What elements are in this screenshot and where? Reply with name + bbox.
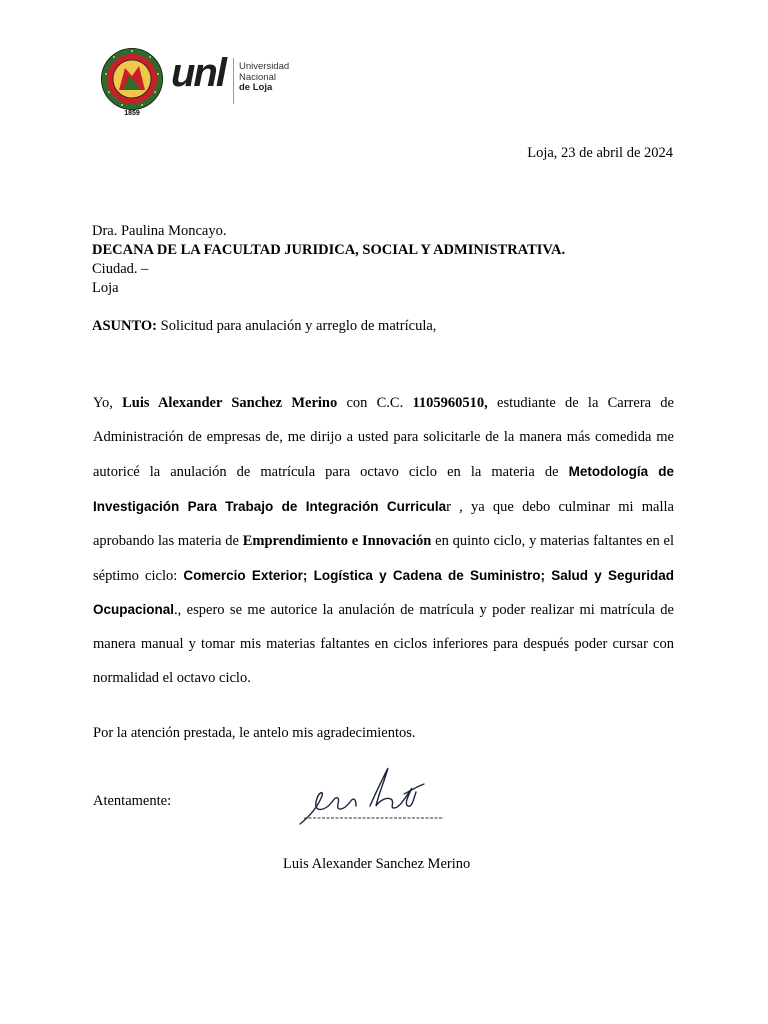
pending-courses: Comercio Exterior; Logística y Cadena de Suministro; Salud y Seguridad Ocupacional bbox=[93, 567, 674, 618]
university-name bbox=[239, 62, 329, 94]
signer-name: Luis Alexander Sanchez Merino bbox=[283, 856, 471, 872]
subject-text: Solicitud para anulación y arreglo de matrícula, bbox=[157, 318, 437, 334]
student-name: Luis Alexander Sanchez Merino bbox=[122, 395, 338, 411]
letter-body bbox=[93, 387, 674, 696]
recipient-title: DECANA DE LA FACULTAD JURIDICA, SOCIAL Y ADMINISTRATIVA. bbox=[92, 242, 566, 258]
handwritten-signature bbox=[296, 762, 456, 828]
university-name-line-3: de Loja bbox=[239, 82, 273, 93]
university-seal-icon bbox=[95, 46, 169, 124]
subject-line bbox=[92, 318, 436, 335]
university-logo bbox=[95, 46, 335, 126]
seal-year: 1859 bbox=[124, 110, 140, 117]
closing-line: Atentamente: bbox=[93, 793, 172, 809]
unl-wordmark: unl bbox=[171, 51, 225, 95]
letter-date: Loja, 23 de abril de 2024 bbox=[527, 145, 673, 161]
thanks-line: Por la atención prestada, le antelo mis agradecimientos. bbox=[93, 725, 416, 741]
body-part-5: en quinto ciclo, y materias faltantes en el séptimo ciclo: bbox=[93, 532, 674, 584]
logo-divider bbox=[233, 58, 234, 104]
recipient-block bbox=[92, 222, 565, 298]
course-metodologia-tail: r bbox=[446, 498, 451, 515]
body-part-1: Yo, bbox=[93, 395, 123, 411]
university-name-line-2: Nacional bbox=[239, 71, 276, 83]
student-id: 1105960510, bbox=[412, 395, 488, 411]
body-part-3: estudiante de la Carrera de Administración de empresas de, me dirijo a usted para solicitarle de la manera más comedida me autoricé la anulación de matrícula para octavo ciclo en la materia de bbox=[93, 395, 674, 480]
recipient-place: Loja bbox=[92, 280, 119, 296]
recipient-city: Ciudad. – bbox=[92, 261, 149, 277]
course-emprendimiento: Emprendimiento e Innovación bbox=[242, 532, 432, 549]
body-part-6: ., espero se me autorice la anulación de matrícula y poder realizar mi matrícula de manera manual y tomar mis materias faltantes en ciclos inferiores para después poder cursar con normalidad el octavo ciclo. bbox=[93, 602, 674, 687]
recipient-name: Dra. Paulina Moncayo. bbox=[92, 223, 227, 239]
university-name-line-1: Universidad bbox=[239, 61, 290, 72]
course-metodologia: Metodología de Investigación Para Trabajo de Integración Curricula bbox=[93, 463, 675, 514]
subject-label: ASUNTO: bbox=[92, 318, 157, 334]
body-part-4: , ya que debo culminar mi malla aprobando las materia de bbox=[93, 498, 674, 549]
body-part-2: con C.C. bbox=[337, 395, 413, 411]
